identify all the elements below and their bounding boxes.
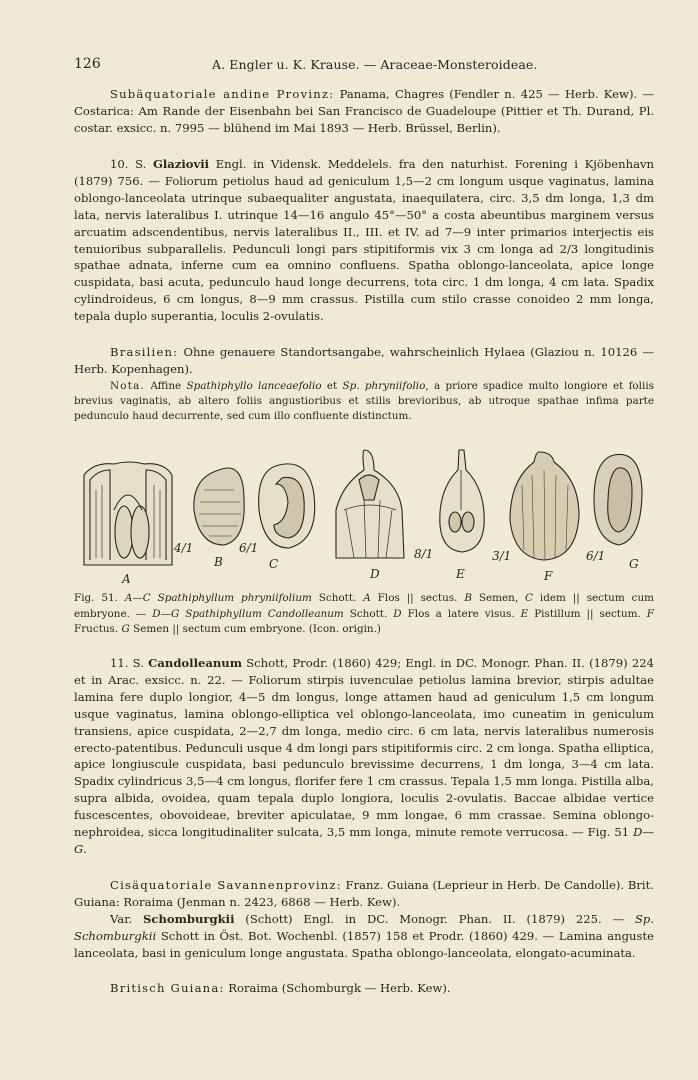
- figure-label-g: G: [629, 557, 639, 571]
- botanical-drawings: [74, 440, 654, 590]
- drawing-c-seed-section: [259, 464, 315, 548]
- distribution-guiana: Cisäquatoriale Savannenprovinz: Franz. Guiana (Leprieur in Herb. De Candolle). Brit. Guiana: Roraima (Jenman n. 2423, 6868 — Herb. Kew).: [74, 878, 654, 909]
- scale-label-f: 6/1: [586, 549, 606, 563]
- figure-label-d: D: [370, 567, 380, 581]
- species-11-description: 11. S. Candolleanum Schott, Prodr. (1860) 429; Engl. in DC. Monogr. Phan. II. (1879) 224 et in Arac. exsicc. n. 22. — Foliorum stirpis iuvenculae petiolus lamina brevior, stirpis adultae lamina fere duplo longior, 4—5 dm longus, longe attamen haud ad geniculum 1,5 cm longum usque vaginatus, lamina oblongo-elliptica vel oblongo-lanceolata, imo cuneatim in geniculum transiens, apice cuspidata, 2—2,7 dm longa, medio circ. 6 cm lata, nervis lateralibus numerosis erecto-patentibus. Pedunculi usque 4 dm longi pars stipitiformis circ. 2 cm longa. Spatha elliptica, apice longiuscule cuspidata, basi pedunculo brevissime decurrens, 1 dm longa, 3—4 cm lata. Spadix cylindricus 3,5—4 cm longus, florifer fere 1 cm crassus. Tepala 1,5 mm longa. Pistilla alba, supra albida, ovoidea, quam tepala duplo longiora, loculis 2-ovulatis. Baccae albidae vertice fuscescentes, obovoideae, breviter apiculatae, 9 mm longae, 6 mm crassae. Semina oblongo-nephroidea, sicca longitudinaliter sulcata, 3,5 mm longa, minute remote verrucosa. — Fig. 51 D—G.: [74, 656, 654, 856]
- figure-label-f: F: [544, 569, 553, 583]
- figure-caption: Fig. 51. A—C Spathiphyllum phryniifolium Schott. A Flos || sectus. B Semen, C idem || sectum cum embryone. — D—G Spathiphyllum Candolleanum Schott. D Flos a latere visus. E Pistillum || sectum. F Fructus. G Semen || sectum cum embryone. (Icon. origin.): [74, 592, 654, 636]
- figure-label-e: E: [456, 567, 465, 581]
- distribution-panama-costarica: Subäquatoriale andine Provinz: Panama, Chagres (Fendler n. 425 — Herb. Kew). — Costarica: Am Rande der Eisenbahn bei San Francisco de Guadeloupe (Pittier et Th. Durand, Pl. costar. exsicc. n. 7995 — blühend im Mai 1893 — Herb. Brüssel, Berlin).: [74, 87, 654, 135]
- drawing-f-fruit: [510, 452, 579, 560]
- drawing-g-seed-section: [594, 454, 642, 545]
- page-header: [74, 56, 652, 78]
- drawing-e-pistil-section: [440, 450, 484, 552]
- scale-label-b: 6/1: [239, 541, 259, 555]
- scale-label-d: 8/1: [414, 547, 434, 561]
- drawing-a-flower-section: [84, 462, 172, 565]
- page-number: 126: [74, 56, 101, 72]
- figure-label-a: A: [122, 572, 131, 586]
- variety-schomburgkii: Var. Schomburgkii (Schott) Engl. in DC. Monogr. Phan. II. (1879) 225. — Sp. Schomburgkii Schott in Öst. Bot. Wochenbl. (1857) 158 et Prodr. (1860) 429. — Lamina anguste lanceolata, basi in geniculum longe angustata. Spatha oblongo-lanceolata, elongato-acuminata.: [74, 912, 655, 960]
- scale-label-e: 3/1: [492, 549, 512, 563]
- figure-label-c: C: [269, 557, 279, 571]
- distribution-britisch-guiana: Britisch Guiana: Roraima (Schomburgk — Herb. Kew).: [110, 981, 451, 995]
- nota-paragraph: Nota. Affine Spathiphyllo lanceaefolio et Sp. phryniifolio, a priore spadice multo longiore et foliis brevius vaginatis, ab altero foliis angustioribus et stilis brevioribus, ab utroque spathae infima parte pedunculo haud decurrente, sed cum illo confluente distinctum.: [74, 380, 654, 423]
- figure-label-b: B: [214, 555, 223, 569]
- drawing-b-seed: [194, 468, 244, 545]
- species-10-description: 10. S. Glaziovii Engl. in Vidensk. Meddelels. fra den naturhist. Forening i Kjöbenhavn (1879) 756. — Foliorum petiolus haud ad geniculum 1,5—2 cm longum usque vaginatus, lamina oblongo-lanceolata utrinque subaequaliter angustata, inaequilatera, circ. 3,5 dm longa, 1,3 dm lata, nervis lateralibus I. utrinque 14—16 angulo 45°—50° a costa abeuntibus marginem versus arcuatim adscendentibus, nervis lateralibus II., III. et IV. ad 7—9 inter primarios interjectis eis tenuioribus subparallelis. Pedunculi longi pars stipitiformis vix 3 cm longa ad 2/3 longitudinis spathae adnata, inferne cum ea omnino confluens. Spatha oblongo-lanceolata, apice longe cuspidata, basi acuta, pedunculo haud longe decurrens, tota circ. 1 dm longa, 4 cm lata. Spadix cylindroideus, 6 cm longus, 8—9 mm crassus. Pistilla cum stilo crasse conoideo 2 mm longa, tepala duplo superantia, loculis 2-ovulatis.: [74, 157, 654, 324]
- drawing-d-flower-side: [336, 450, 404, 558]
- running-title: A. Engler u. K. Krause. — Araceae-Monsteroideae.: [212, 57, 538, 72]
- scale-label-a: 4/1: [174, 541, 194, 555]
- figure-51-illustration: [74, 440, 654, 590]
- distribution-brasilien: Brasilien: Ohne genauere Standortsangabe, wahrscheinlich Hylaea (Glaziou n. 10126 — Herb. Kopenhagen).: [74, 345, 654, 376]
